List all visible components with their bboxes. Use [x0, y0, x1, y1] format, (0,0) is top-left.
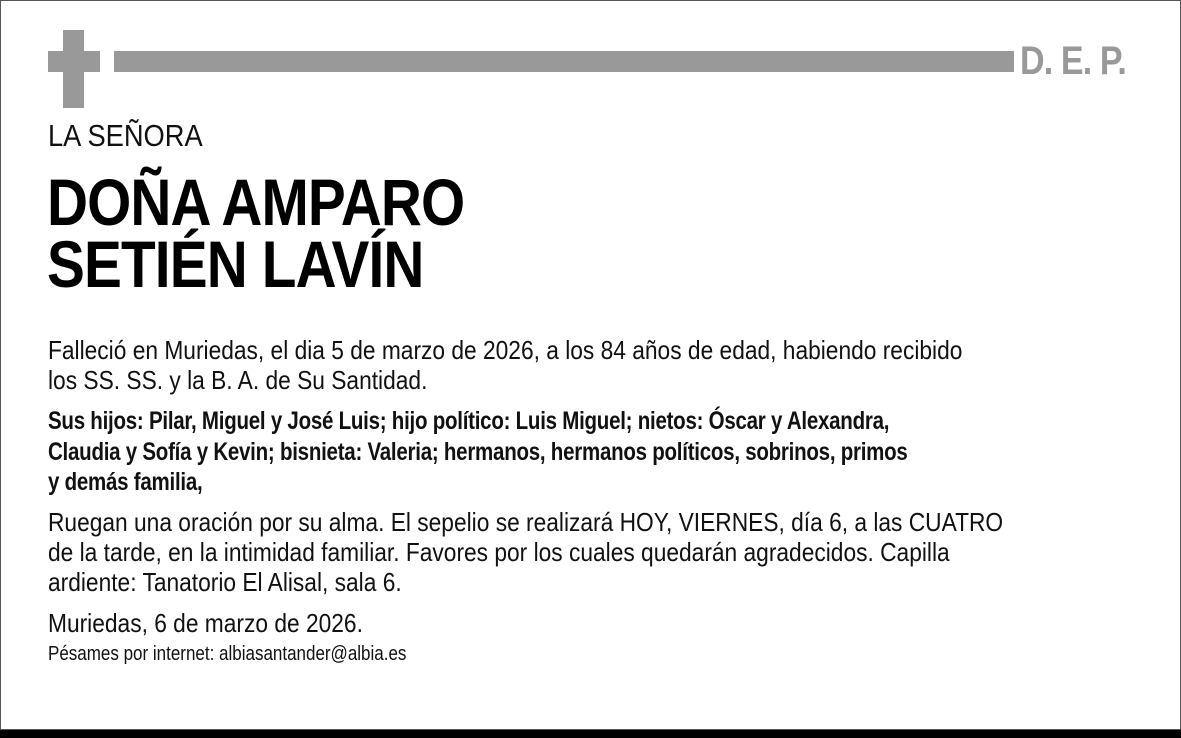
place-date — [48, 608, 1120, 638]
deceased-name-line-1: DOÑA AMPARO — [47, 165, 465, 239]
text-line: Claudia y Sofía y Kevin; bisnieta: Valeria; hermanos, hermanos políticos, sobrinos, primos — [48, 437, 908, 466]
dep-label: D. E. P. — [1020, 39, 1126, 83]
deceased-name — [47, 165, 465, 301]
cross-horizontal-bar — [48, 51, 100, 72]
condolences-note: Pésames por internet: albiasantander@albia.es — [48, 643, 407, 665]
text-line: y demás familia, — [48, 468, 203, 496]
death-notice-paragraph — [48, 335, 1120, 395]
text-line: de la tarde, en la intimidad familiar. Favores por los cuales quedarán agradecidos. Capilla — [48, 537, 950, 567]
title-prefix: LA SEÑORA — [48, 118, 203, 153]
text-line: ardiente: Tanatorio El Alisal, sala 6. — [48, 567, 402, 597]
family-paragraph — [48, 406, 1089, 498]
service-paragraph — [48, 507, 1120, 597]
deceased-name-line-2: SETIÉN LAVÍN — [47, 227, 424, 301]
header-rule — [114, 51, 1014, 72]
text-line: Falleció en Muriedas, el dia 5 de marzo de 2026, a los 84 años de edad, habiendo recibido — [48, 335, 963, 365]
text-line: los SS. SS. y la B. A. de Su Santidad. — [48, 365, 428, 395]
text-line: Sus hijos: Pilar, Miguel y José Luis; hijo político: Luis Miguel; nietos: Óscar y Alexandra, — [48, 407, 890, 435]
text-line: Ruegan una oración por su alma. El sepelio se realizará HOY, VIERNES, día 6, a las CUATRO — [48, 507, 1004, 537]
place-date-text: Muriedas, 6 de marzo de 2026. — [48, 608, 363, 638]
